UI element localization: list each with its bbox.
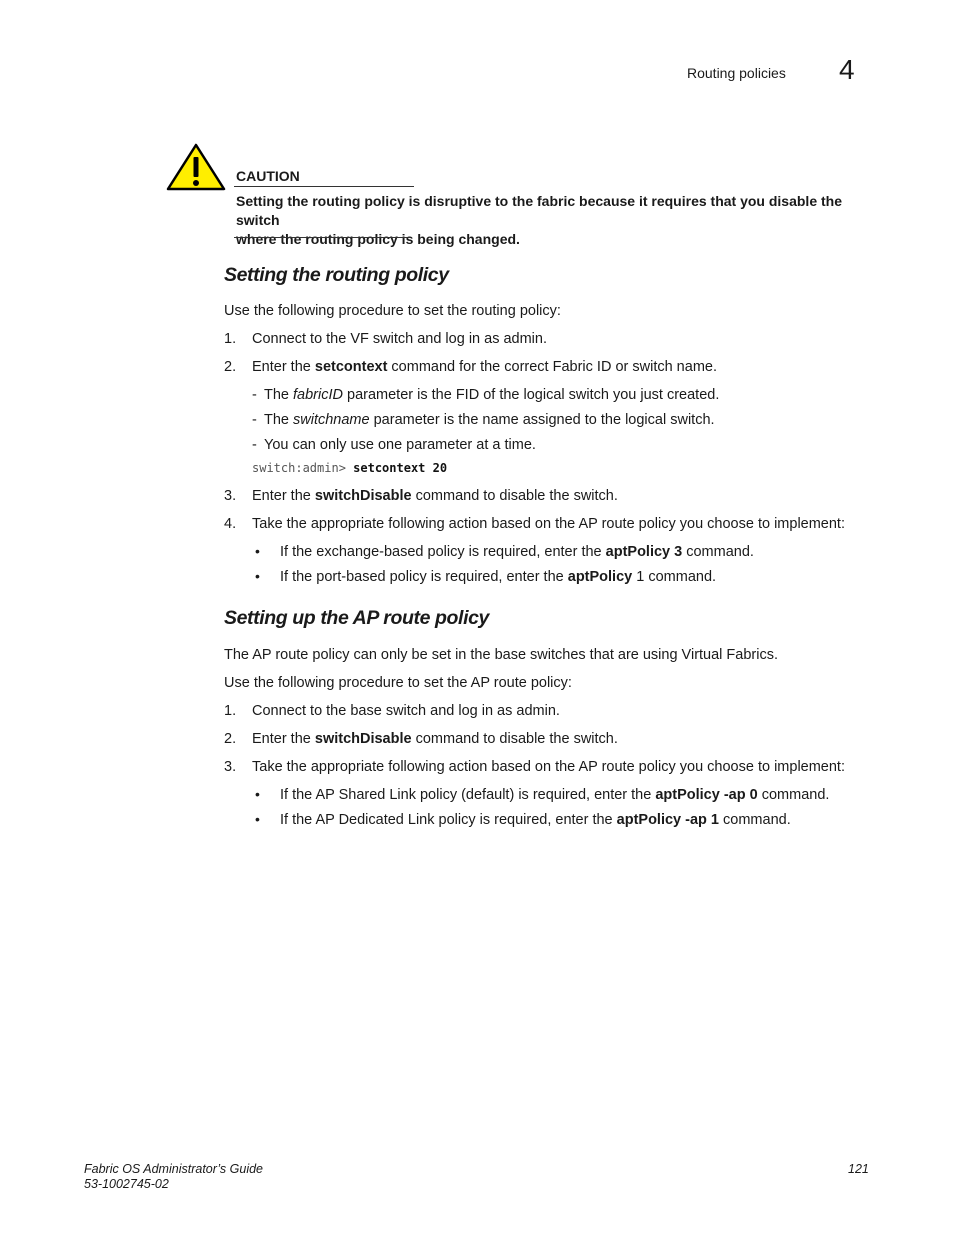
step-text: Connect to the VF switch and log in as admin. xyxy=(252,331,547,347)
bullet-marker: • xyxy=(255,811,260,827)
step-number: 2. xyxy=(224,359,237,375)
bullet-item: If the AP Dedicated Link policy is required, enter the aptPolicy -ap 1 command. xyxy=(280,812,791,828)
code-command: setcontext 20 xyxy=(353,461,448,475)
command-name: aptPolicy -ap 0 xyxy=(655,787,758,803)
command-name: setcontext xyxy=(314,359,388,375)
command-name: switchDisable xyxy=(314,488,412,504)
chapter-number: 4 xyxy=(839,54,855,85)
step-text: Connect to the base switch and log in as admin. xyxy=(252,703,560,719)
step-text: Take the appropriate following action based on the AP route policy you choose to implement: xyxy=(252,759,845,775)
intro-paragraph: Use the following procedure to set the routing policy: xyxy=(224,303,561,319)
page-number: 121 xyxy=(848,1162,869,1176)
code-example xyxy=(252,461,447,475)
step-number: 4. xyxy=(224,516,237,532)
intro-paragraph: Use the following procedure to set the AP route policy: xyxy=(224,675,572,691)
parameter-name: fabricID xyxy=(293,387,343,403)
step-text: Take the appropriate following action based on the AP route policy you choose to implement: xyxy=(252,516,845,532)
parameter-name: switchname xyxy=(293,412,370,428)
dash-marker: - xyxy=(252,437,257,453)
dash-marker: - xyxy=(252,387,257,403)
step-number: 3. xyxy=(224,488,237,504)
step-number: 1. xyxy=(224,703,237,719)
caution-text xyxy=(236,192,876,249)
dash-item: The fabricID parameter is the FID of the logical switch you just created. xyxy=(264,387,720,403)
step-number: 1. xyxy=(224,331,237,347)
step-text: Enter the switchDisable command to disable the switch. xyxy=(252,731,618,747)
bullet-item: If the exchange-based policy is required, enter the aptPolicy 3 command. xyxy=(280,544,754,560)
step-number: 3. xyxy=(224,759,237,775)
section-heading: Setting the routing policy xyxy=(224,264,449,286)
command-name: switchDisable xyxy=(314,731,412,747)
footer-title: Fabric OS Administrator’s Guide xyxy=(84,1162,263,1176)
code-prompt: switch:admin> xyxy=(252,461,354,475)
bullet-marker: • xyxy=(255,568,260,584)
bullet-marker: • xyxy=(255,786,260,802)
dash-item: You can only use one parameter at a time. xyxy=(264,437,536,453)
dash-marker: - xyxy=(252,412,257,428)
footer-doc-number: 53-1002745-02 xyxy=(84,1177,169,1191)
command-name: aptPolicy -ap 1 xyxy=(616,812,719,828)
warning-triangle-icon xyxy=(166,143,226,191)
step-text: Enter the switchDisable command to disable the switch. xyxy=(252,488,618,504)
dash-item: The switchname parameter is the name assigned to the logical switch. xyxy=(264,412,715,428)
caution-rule-top xyxy=(234,186,414,187)
bullet-item: If the port-based policy is required, enter the aptPolicy 1 command. xyxy=(280,569,717,585)
step-text: Enter the setcontext command for the correct Fabric ID or switch name. xyxy=(252,359,717,375)
section-heading: Setting up the AP route policy xyxy=(224,607,489,629)
step-number: 2. xyxy=(224,731,237,747)
caution-line: Setting the routing policy is disruptive to the fabric because it requires that you disable the switch xyxy=(236,193,842,228)
running-header-section: Routing policies xyxy=(687,65,786,81)
command-name: aptPolicy xyxy=(567,569,633,585)
caution-line: where the routing policy is being changed. xyxy=(236,231,520,247)
caution-rule-bottom xyxy=(234,237,410,238)
caution-title: CAUTION xyxy=(236,168,300,184)
bullet-marker: • xyxy=(255,543,260,559)
command-name: aptPolicy 3 xyxy=(605,544,683,560)
paragraph: The AP route policy can only be set in the base switches that are using Virtual Fabrics. xyxy=(224,647,778,663)
bullet-item: If the AP Shared Link policy (default) is required, enter the aptPolicy -ap 0 command. xyxy=(280,787,830,803)
